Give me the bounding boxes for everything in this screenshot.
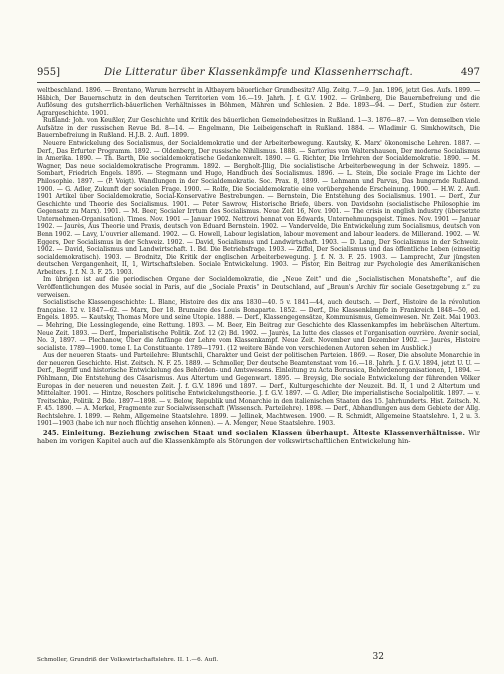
signature-mark: 32 [372, 652, 384, 662]
header-rule [37, 82, 480, 83]
section-number: 245. [43, 429, 59, 438]
running-title: Die Litteratur über Klassenkämpfe und Klassenherrschaft. [104, 67, 413, 78]
footer-source: Schmoller, Grundriß der Volkswirtschaftslehre. II. 1.—6. Aufl. [37, 657, 219, 663]
paragraph-agrarian: weltbeschland. 1896. — Brentano, Warum herrscht in Altbayern bäuerlicher Grundbesitz? Allg. Zeitg. 7.—9. Jan. 1896, jetzt Ges. Aufs. 1899. — Häbich, Der Bauernschutz in den deutschen Territorien vom 16.—19. Jahrh. J. f. G.V. 1902. — Grünberg, Die Bauernbefreiung und die Auflösung des gutsherrlich-bäuerlichen Verhältnisses in Böhmen, Mähren und Schlesien. 2 Bde. 1893—94. — Derf., Studien zur österr. Agrargeschichte. 1901. [37, 87, 480, 117]
section-paragraph [37, 429, 480, 445]
paragraph-russia: Rußland: Joh. von Keußler, Zur Geschichte und Kritik des bäuerlichen Gemeindebesitzes in Rußland. 1—3. 1876—87. — Von demselben viele Aufsätze in der russischen Revue Bd. 8—14. — Engelmann, Die Leibeigenschaft in Rußland. 1884. — Wladimir G. Simkhowitsch, Die Bauernbefreiung in Rußland. H.J.B. 2. Aufl. 1899. [37, 117, 480, 140]
paragraph-socialism: Neuere Entwickelung des Socialismus, der Socialdemokratie und der Arbeiterbewegung. Kautsky, K. Marx' ökonomische Lehren. 1887. — Derf., Das Erfurter Programm. 1892. — Oldenberg, Der russische Nihilismus. 1888. — Sartorius von Waltershausen, Der moderne Socialismus in Amerika. 1890. — Th. Barth, Die socialdemokratische Gedankenwelt. 1890. — G. Richter, Die Irrlehren der Socialdemokratie. 1890. — M. Wagner, Das neue socialdemokratische Programm. 1892. — Bergholt-Jllig, Die socialistische Arbeiterbewegung in der Schweiz. 1895. — Sombart, Friedrich Engels. 1895. — Stegmann und Hugo, Handbuch des Socialismus. 1896. — L. Stein, Die sociale Frage im Lichte der Philosophie. 1897. — (P. Voigt). Wandlungen in der Socialdemokratie. Soc. Prax. 8, 1899. — Lehmann und Parvus, Das hungernde Rußland. 1900. — G. Adler, Zukunft der socialen Frage. 1900. — Rolfe, Die Socialdemokratie eine vorübergehende Erscheinung. 1900. — H.W. 2. Aufl. 1901 Artikel über Socialdemokratie, Social-Konservative Bestrebungen. — Bernstein, Die Entstehung des Socialismus. 1901. — Derf., Zur Geschichte und Theorie des Socialismus. 1901. — Peter Sawrow, Historische Briefe, übers. von Davidsohn (socialistische Philosophie im Gegensatz zu Marx). 1901. — M. Beer, Socialer Irrtum des Socialismus. Neue Zeit 16, Nov. 1901. — The crisis in english industry (übersetzte Unternehmen-Organisation). Times. Nov. 1901 — Januar 1902. Nettrovi hennat von Edwards, Unternehmungsgeist. Times. Nov. 1901 — Januar 1902. — Jaurès, Aus Theorie und Praxis, deutsch von Eduard Bernstein. 1902. — Vandervelde, Die Entwickelung zum Socialismus, deutsch von Benn 1902. — Lavy, L'ouvrier allemand. 1902. — G. Howell, Labour legislation, labour movement and labour leaders. de Millerand. 1902. — W. Eggers, Der Socialismus in der Schweiz. 1902. — David, Socialismus und Landwirtschaft. 1903. — D. Lang, Der Socialismus in der Schweiz. 1902. — David, Socialismus und Landwirtschaft. 1. Bd. Die Betriebsfrage. 1903. — Ziffel, Der Socialismus und das öffentliche Leben (einseitig socialdemokratisch). 1903. — Brodnitz, Die Kritik der englischen Arbeiterbewegung. J. f. N. 3. F. 25. 1903. — Lamprecht, Zur jüngsten deutschen Vergangenheit, II, 1, Wirtschaftsleben. Sociale Entwickelung. 1903. — Pistor, Ein Beitrag zur Psychologie des Amerikanischen Arbeiters. J. f. N. 3. F. 25. 1903. [37, 140, 480, 276]
body-text [37, 87, 480, 445]
section-text: Wir haben im vorigen Kapitel auch auf die Klassenkämpfe als Störungen der volkswirtschaftlichen Entwickelung hin- [37, 429, 480, 446]
page-number: 497 [460, 67, 480, 78]
paragraph-periodicals: Im übrigen ist auf die periodischen Organe der Socialdemokratie, die „Neue Zeit“ und die „Socialistischen Monatshefte“, auf die Veröffentlichungen des Musée social in Paris, auf die „Sociale Praxis“ in Deutschland, auf „Braun's Archiv für sociale Gesetzgebung z.“ zu verweisen. [37, 276, 480, 299]
page-footer [37, 652, 480, 665]
paragraph-state-theory: Aus der neueren Staats- und Parteilehre: Bluntschli, Charakter und Geist der politischen Parteien. 1869. — Roser, Die absolute Monarchie in der neueren Geschichte. Hist. Zeitsch. N. F. 25. 1889. — Schmoller, Der deutsche Beamtenstaat vom 16.—18. Jahrh. J. f. G.V. 1894, jetzt U. U. — Derf., Begriff und historische Entwickelung des Behörden- und Amtswesens. Einleitung zu Acta Borussica, Behördenorganisationen, I, 1894. — Pöhlmann, Die Entstehung des Cäsarismus. Aus Altertum und Gegenwart. 1895. — Breysig, Die sociale Entwickelung der führenden Völker Europas in der neueren und neuesten Zeit. J. f. G.V. 1896 und 1897. — Derf., Kulturgeschichte der Neuzeit. Bd. II, 1 und 2 Altertum und Mittelalter. 1901. — Hintze, Roschers politische Entwickelungstheorie. J. f. G.V. 1897. — G. Adler, Die imperialistische Socialpolitik. 1897. — v. Treitschke, Politik. 2 Bde. 1897—1898. — v. Below, Republik und Monarchie in den italienischen Staaten des 15. Jahrhunderts. Hist. Zeitsch. N. F. 45. 1890. — A. Merkel, Fragmente zur Socialwissenschaft (Wissensch. Parteilehre). 1898. — Derf., Abhandlungen aus dem Gebiete der Allg. Rechtslehre. I. 1899. — Rehm, Allgemeine Staatslehre. 1899. — Jellinek, Machtwesen. 1900. — R. Schmidt, Allgemeine Staatslehre. 1, 2 u. 3. 1901—1903 (habe ich nur noch flüchtig ansehen können). — A. Menger, Neue Staatslehre. 1903. [37, 352, 480, 428]
running-head [37, 66, 480, 80]
section-marker: 955] [37, 67, 60, 78]
paragraph-class-history: Socialistische Klassengeschichte: L. Blanc, Histoire des dix ans 1830—40. 5 v. 1841—44, auch deutsch. — Derf., Histoire de la révolution française. 12 v. 1847—62. — Marx, Der 18. Brumaire des Louis Bonaparte. 1852. — Derf., Die Klassenkämpfe in Frankreich 1848—50, ed. Engels. 1895. — Kautsky, Thomas More und seine Utopie. 1888. — Derf., Klassengegensätze, Kommunismus, Gemeinwesen. Nr. Zeit. Mai 1903. — Mehring, Die Lessinglegende, eine Rettung. 1893. — M. Beer, Ein Beitrag zur Geschichte des Klassenkampfes im hebräischen Altertum. Neue Zeit. 1893. — Derf., Imperialistische Politik. Zof. 12 (2) Bd. 1902. — Jaurès, La lutte des classes et l'organisation ouvrière. Avenir social, No. 3, 1897. — Plechanow, Über die Anfänge der Lehre vom Klassenkampf. Neue Zeit. November und Dezember 1902. — Jaurès, Histoire socialiste. 1789—1900. tome I. La Constituante. 1789—1791. (12 weitere Bände von verschiedenen Autoren sehen im Ausblick.) [37, 299, 480, 352]
section-heading: Einleitung. Beziehung zwischen Staat und socialen Klassen überhaupt. Älteste Klassenverhältnisse. [61, 429, 466, 438]
